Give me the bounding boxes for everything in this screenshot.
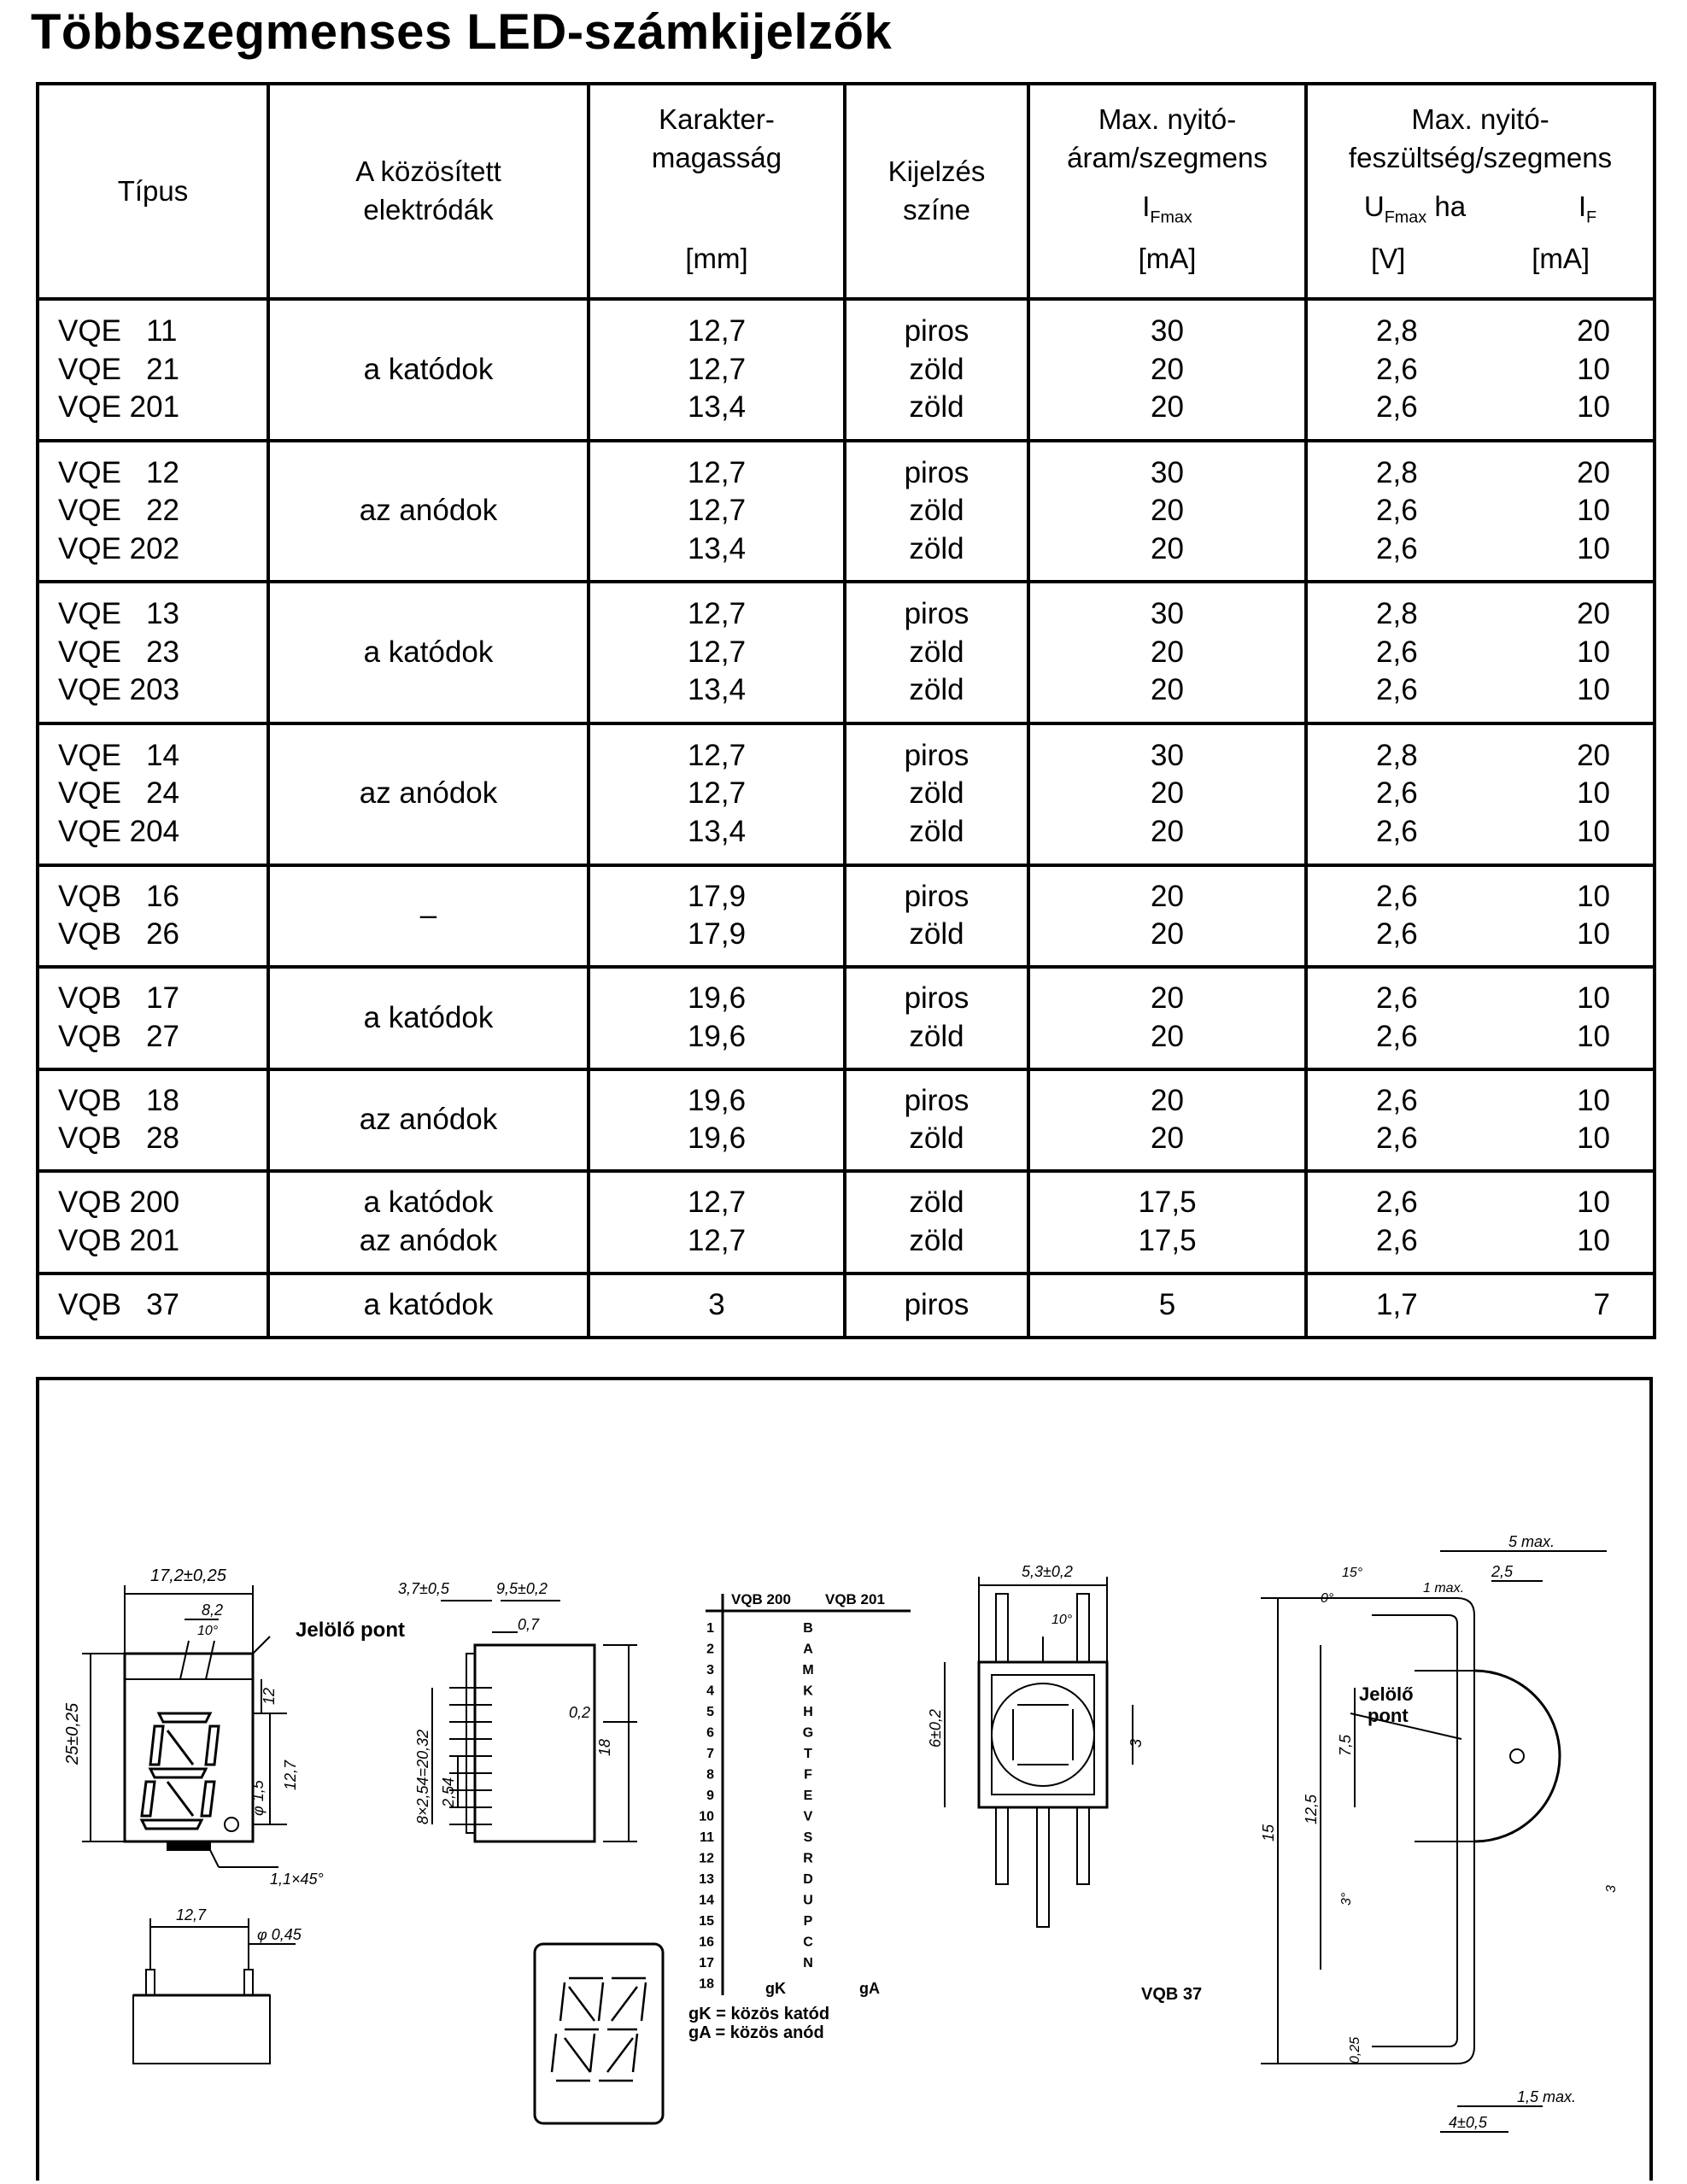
dim-15: φ 1,5 [249,1780,267,1816]
cell-types: VQB 16 VQB 26 [38,865,268,968]
cell-colors: piros [845,1274,1028,1338]
cell-electrode: a katódok [268,582,589,723]
bottom-045: φ 0,45 [257,1926,302,1943]
header-row [38,84,1655,299]
spec-table-body [38,299,1655,1338]
pin-diagram [535,1944,663,2123]
pin-number: 10 [699,1809,714,1824]
pin-header-200: VQB 200 [731,1591,791,1607]
profile-drawing [1261,1551,1607,2132]
vqb37-53: 5,3±0,2 [1022,1563,1073,1580]
bottom-127: 12,7 [176,1906,207,1923]
th-color: Kijelzés színe [845,84,1028,299]
pin-letter: D [803,1872,813,1887]
right-15max: 1,5 max. [1517,2088,1577,2105]
pin-number: 18 [699,1976,714,1992]
pin-number: 8 [706,1767,714,1783]
table-row [38,299,1655,441]
cell-heights: 12,7 12,7 13,4 [589,441,845,583]
th-voltage: Max. nyitó- feszültség/szegmens $U_{Fmax}$ ha $I_F$ [V] [mA] [1306,84,1655,299]
pin-number: 5 [706,1705,714,1719]
pin-letter: R [803,1851,813,1866]
table-row [38,1069,1655,1172]
right-025: 0,25 [1348,2036,1362,2064]
vqb37-3: 3 [1128,1738,1145,1748]
vqb37-drawing [945,1577,1133,1927]
cell-types: VQB 18 VQB 28 [38,1069,268,1172]
side-254: 2,54 [440,1777,457,1807]
spec-table [36,82,1656,1339]
cell-voltages: 2,6 2,6 10 10 [1306,967,1655,1069]
cell-voltages: 2,8 2,6 2,6 20 10 10 [1306,582,1655,723]
pin-number: 15 [699,1914,714,1929]
cell-electrode: az anódok [268,441,589,583]
legend-gk: gK = közös katód [688,2005,830,2023]
pin-number: 9 [706,1789,714,1803]
cell-voltages: 1,7 7 [1306,1274,1655,1338]
side-07: 0,7 [518,1616,540,1633]
th-type: Típus [38,84,268,299]
pin-number: 13 [699,1872,714,1887]
side-95: 9,5±0,2 [496,1580,548,1597]
dim-127: 12,7 [282,1759,299,1790]
table-row [38,1171,1655,1274]
cell-heights: 17,9 17,9 [589,865,845,968]
cell-voltages: 2,8 2,6 2,6 20 10 10 [1306,441,1655,583]
th-electrodes: A közösített elektródák [268,84,589,299]
pin-letter: G [802,1725,814,1741]
right-1max: 1 max. [1423,1581,1465,1596]
pin-number: 2 [706,1642,714,1657]
right-5max: 5 max. [1508,1533,1555,1550]
pin-header-201: VQB 201 [825,1591,885,1607]
cell-heights: 12,7 12,7 13,4 [589,582,845,723]
pin-gk: gK [765,1980,786,1997]
pin-number: 7 [706,1747,714,1761]
pin-letter: M [802,1663,814,1678]
front-view-drawing [82,1585,296,2064]
cell-voltages: 2,6 2,6 10 10 [1306,1069,1655,1172]
pin-letter: K [803,1683,813,1699]
vqb37-6: 6±0,2 [927,1709,944,1748]
side-18: 18 [596,1738,613,1756]
th-current: Max. nyitó- áram/szegmens $I_{Fmax}$ [mA] [1028,84,1306,299]
right-125: 12,5 [1303,1794,1320,1824]
cell-heights: 19,6 19,6 [589,1069,845,1172]
pin-number: 3 [706,1663,714,1678]
cell-colors: piros zöld [845,967,1028,1069]
right-4: 4±0,5 [1449,2114,1487,2131]
table-row [38,865,1655,968]
cell-heights: 12,7 12,7 [589,1171,845,1274]
cell-currents: 20 20 [1028,967,1306,1069]
cell-types: VQB 37 [38,1274,268,1338]
cell-electrodes: a katódok az anódok [268,1171,589,1274]
pin-letter: N [803,1956,813,1970]
table-row [38,967,1655,1069]
cell-voltages: 2,8 2,6 2,6 20 10 10 [1306,299,1655,441]
right-0deg: 0° [1321,1591,1334,1606]
cell-colors: piros zöld zöld [845,441,1028,583]
pin-number: 6 [706,1725,714,1741]
cell-electrode: az anódok [268,1069,589,1172]
cell-types: VQB 200 VQB 201 [38,1171,268,1274]
cell-types: VQE 11 VQE 21 VQE 201 [38,299,268,441]
vqb37-10deg: 10° [1051,1613,1073,1627]
cell-heights: 12,7 12,7 13,4 [589,299,845,441]
dim-width: 17,2±0,25 [150,1566,226,1585]
cell-colors: piros zöld [845,1069,1028,1172]
page-title: Többszegmenses LED-számkijelzők [31,4,893,60]
cell-colors: piros zöld zöld [845,582,1028,723]
pin-letter: H [803,1705,813,1719]
pin-number: 16 [699,1935,714,1950]
cell-electrode: – [268,865,589,968]
table-row [38,441,1655,583]
cell-voltages: 2,6 2,6 10 10 [1306,1171,1655,1274]
cell-types: VQE 13 VQE 23 VQE 203 [38,582,268,723]
pin-letter: E [803,1789,813,1803]
pin-number: 1 [706,1621,714,1636]
pin-letter: F [804,1767,812,1783]
cell-currents: 17,5 17,5 [1028,1171,1306,1274]
pin-letter: S [803,1830,813,1845]
marker-point-label: Jelölő pont [296,1619,405,1642]
cell-heights: 12,7 12,7 13,4 [589,723,845,865]
cell-colors: piros zöld zöld [845,299,1028,441]
pin-letter: A [803,1642,813,1657]
cell-voltages: 2,8 2,6 2,6 20 10 10 [1306,723,1655,865]
pin-letter: B [803,1621,813,1636]
cell-voltages: 2,6 2,6 10 10 [1306,865,1655,968]
cell-heights: 3 [589,1274,845,1338]
side-pitch: 8×2,54=20,32 [414,1729,431,1824]
cell-currents: 20 20 [1028,1069,1306,1172]
table-row [38,1274,1655,1338]
dim-12: 12 [261,1687,278,1705]
cell-currents: 30 20 20 [1028,441,1306,583]
cell-types: VQE 14 VQE 24 VQE 204 [38,723,268,865]
cell-currents: 20 20 [1028,865,1306,968]
dim-82: 8,2 [202,1601,224,1619]
right-3deg: 3° [1339,1892,1354,1906]
table-row [38,723,1655,865]
right-pont-1: Jelölő [1359,1683,1414,1705]
right-3: 3 [1604,1885,1619,1893]
cell-currents: 5 [1028,1274,1306,1338]
right-15: 15 [1260,1824,1277,1841]
table-row [38,582,1655,723]
side-02: 0,2 [569,1704,591,1721]
right-25: 2,5 [1491,1563,1514,1580]
vqb37-label: VQB 37 [1141,1985,1203,2004]
cell-types: VQB 17 VQB 27 [38,967,268,1069]
dim-chamfer: 1,1×45° [270,1871,324,1888]
pin-number: 17 [699,1956,714,1970]
cell-colors: piros zöld zöld [845,723,1028,865]
pin-number: 12 [699,1851,714,1866]
cell-heights: 19,6 19,6 [589,967,845,1069]
pin-letter: V [803,1809,813,1824]
right-pont-2: pont [1368,1705,1409,1726]
pin-letter: P [803,1914,813,1929]
cell-currents: 30 20 20 [1028,582,1306,723]
pin-letter: C [803,1935,813,1950]
dim-10deg: 10° [197,1624,219,1638]
dim-height: 25±0,25 [63,1702,82,1765]
right-15deg: 15° [1342,1566,1363,1580]
pin-number: 14 [699,1893,714,1908]
cell-electrode: a katódok [268,299,589,441]
pin-rows [699,1621,813,1992]
legend-ga: gA = közös anód [688,2023,824,2042]
cell-types: VQE 12 VQE 22 VQE 202 [38,441,268,583]
pin-letter: U [803,1893,813,1908]
right-75: 7,5 [1337,1734,1354,1756]
cell-colors: piros zöld [845,865,1028,968]
cell-electrode: a katódok [268,1274,589,1338]
side-view-drawing [432,1601,637,1841]
cell-electrode: az anódok [268,723,589,865]
pin-number: 11 [700,1830,714,1845]
pin-letter: T [804,1747,812,1761]
pin-ga: gA [859,1980,880,1997]
cell-currents: 30 20 20 [1028,723,1306,865]
dimension-drawings [36,1377,1653,2181]
th-height: Karakter- magasság [mm] [589,84,845,299]
cell-electrode: a katódok [268,967,589,1069]
side-37: 3,7±0,5 [398,1580,449,1597]
pin-number: 4 [706,1683,714,1699]
cell-currents: 30 20 20 [1028,299,1306,441]
cell-colors: zöld zöld [845,1171,1028,1274]
drawings-svg [39,1380,1656,2184]
